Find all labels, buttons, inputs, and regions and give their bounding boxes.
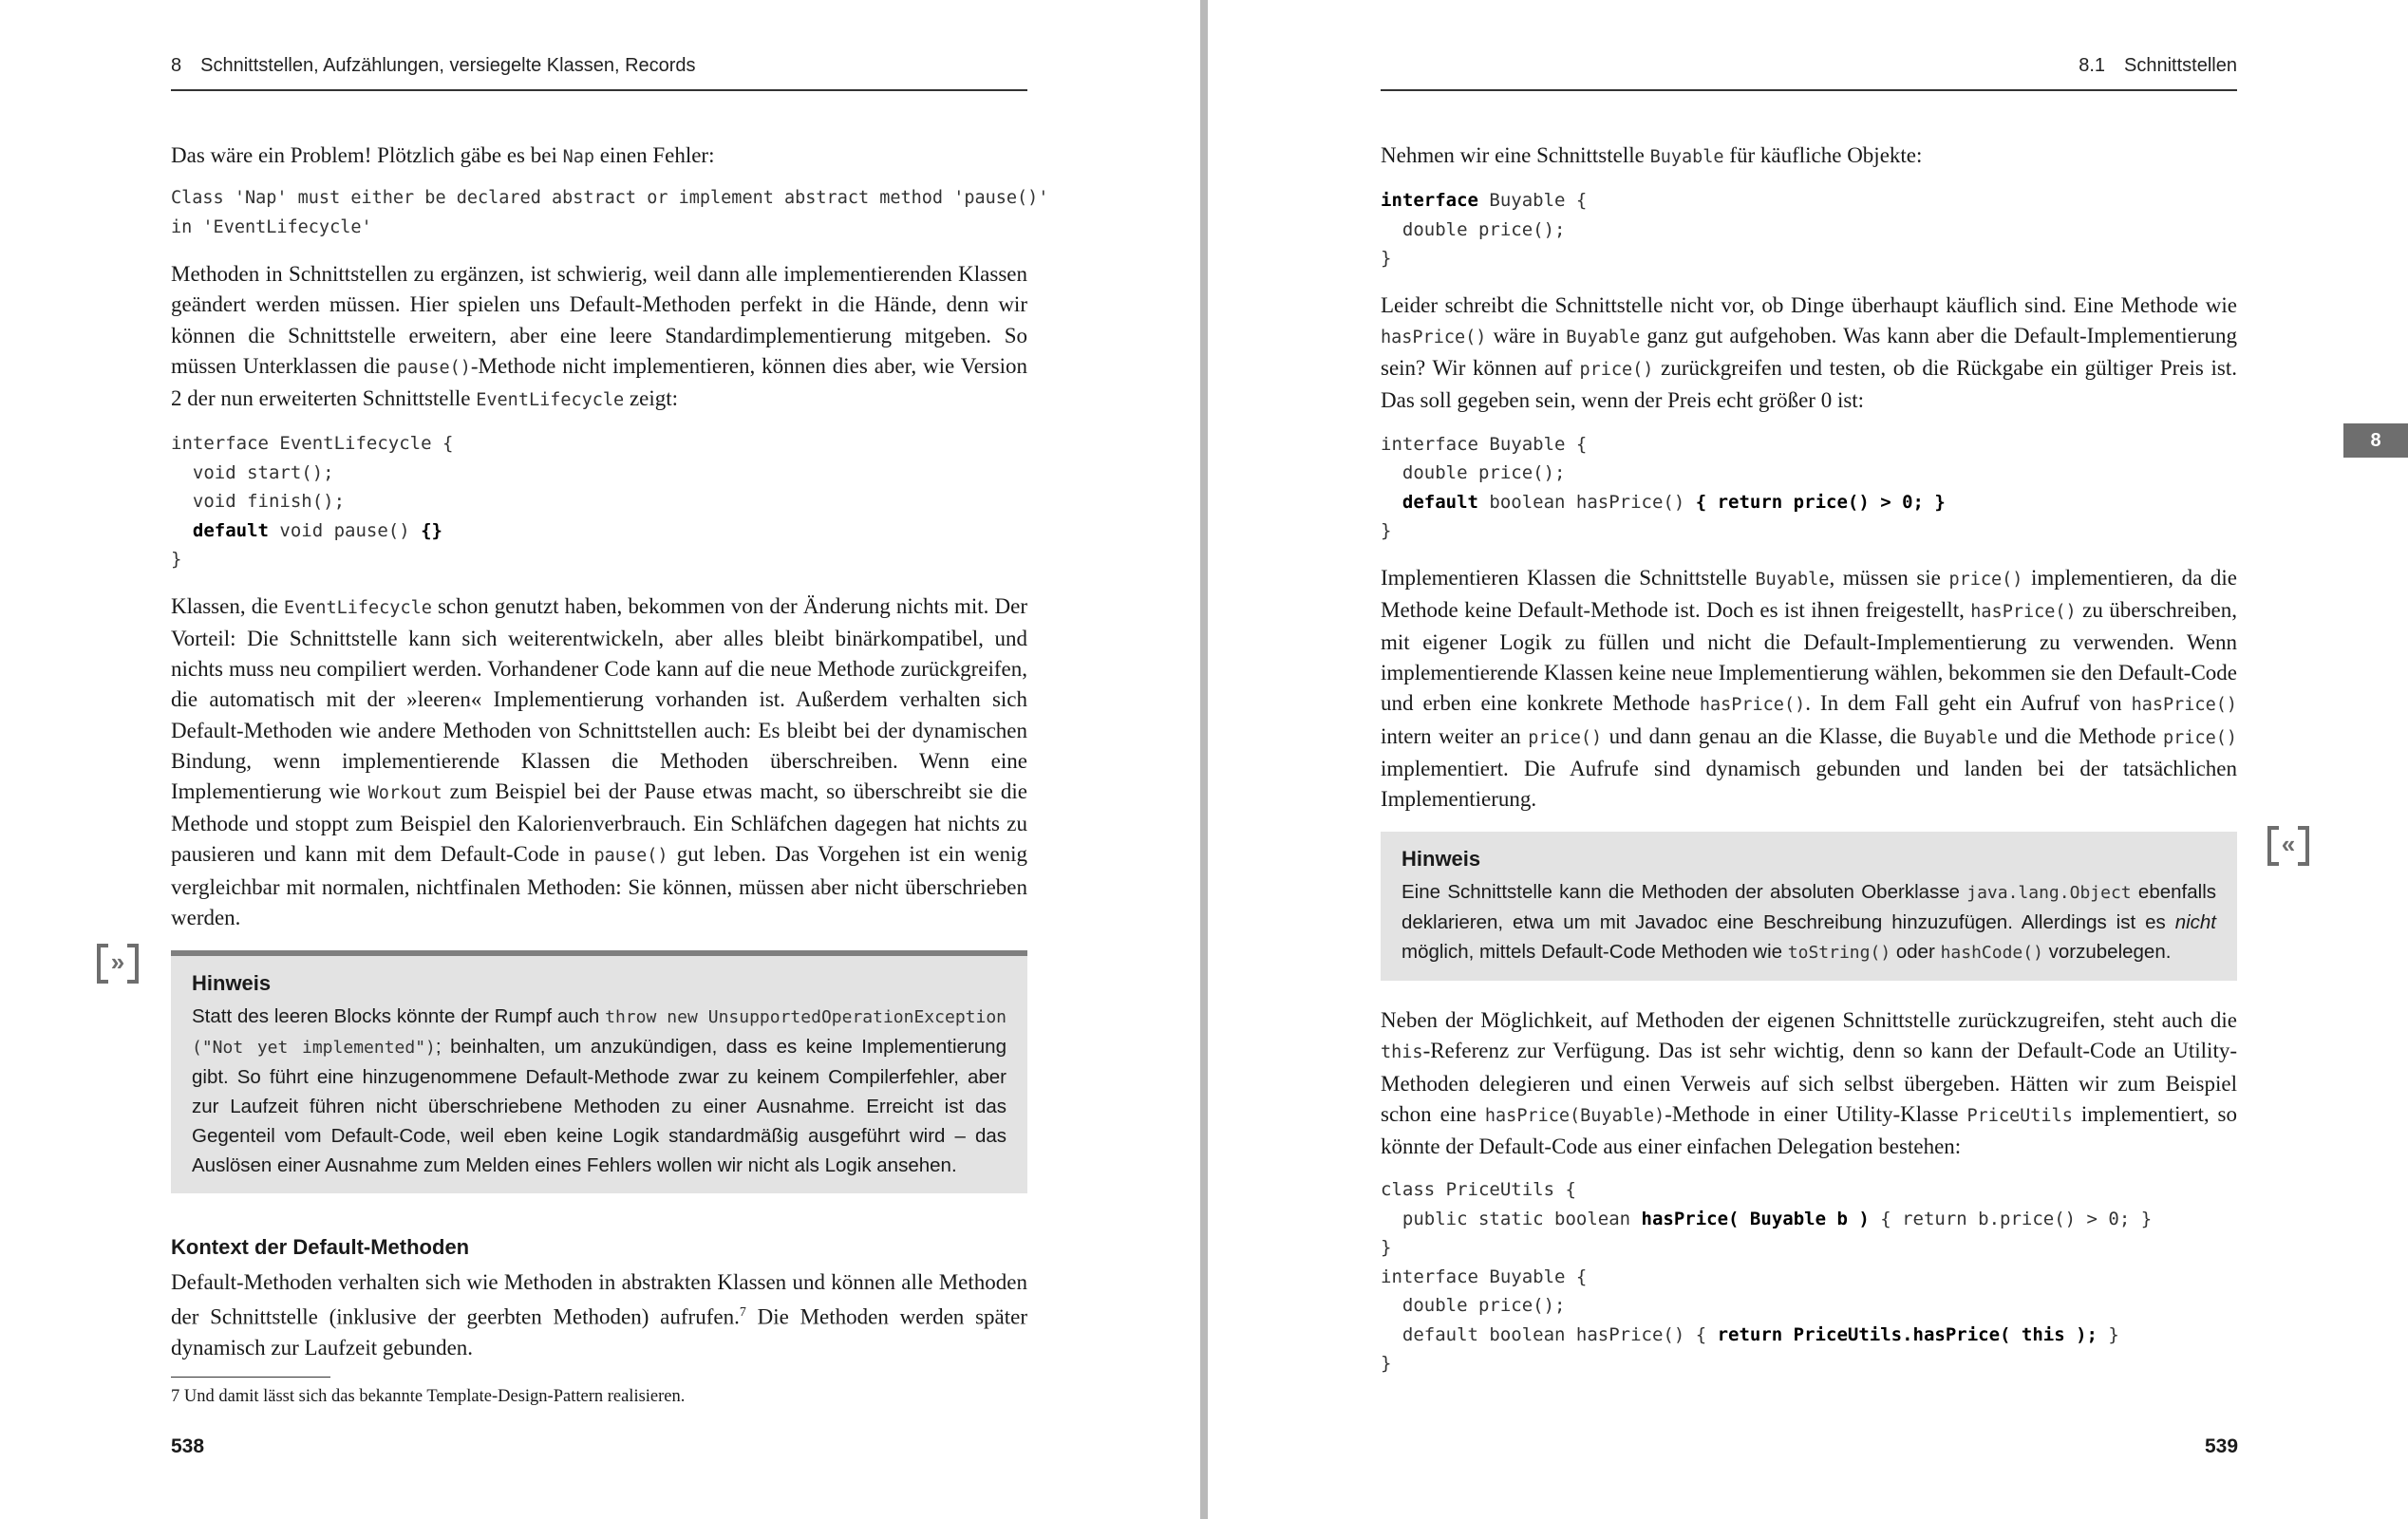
- note-forward-icon: »: [97, 944, 139, 980]
- note-text: Eine Schnittstelle kann die Methoden der absoluten Oberklasse java.lang.Object ebenfalls deklarieren, etwa um mit Javadoc eine Beschreibung hinzuzufügen. Allerdings ist es nicht möglich, mittels Default-Code Methoden wie toString() oder hashCode() vorzubelegen.: [1402, 881, 2216, 964]
- paragraph: Das wäre ein Problem! Plötzlich gäbe es bei Nap einen Fehler:: [171, 143, 715, 167]
- code-listing-buyable: interface Buyable { double price(); }: [1381, 190, 1588, 270]
- running-header-left: [171, 55, 1027, 91]
- paragraph: Default-Methoden verhalten sich wie Methoden in abstrakten Klassen und können alle Methoden der Schnittstelle (inklusive der geerbten Methoden) aufrufen.$^7$ Die Methoden werden später dynamisch zur Laufzeit gebunden.: [171, 1269, 1027, 1360]
- section-number: 8.1: [2079, 55, 2106, 76]
- note-title: Hinweis: [192, 970, 272, 995]
- footnote-rule: [171, 1377, 330, 1378]
- paragraph: Klassen, die EventLifecycle schon genutzt haben, bekommen von der Änderung nichts mit. Der Vorteil: Die Schnittstelle kann sich weiterentwickeln, aber alles bleibt binärkompatibel, und nichts muss neu compiliert werden. Vorhandener Code kann auf die neue Methode zurückgreifen, die automatisch mit der »leeren« Implementierung vorhanden ist. Außerdem verhalten sich Default-Methoden wie andere Methoden von Schnittstellen auch: Es bleibt bei der dynamischen Bindung, wenn implementierende Klassen die Methoden überschreiben. Wenn eine Implementierung wie Workout zum Beispiel bei der Pause etwas macht, so überschreibt sie die Methode und stoppt zum Beispiel den Kalorienverbrauch. Ein Schläfchen dagegen hat nichts zu pausieren und kann mit dem Default-Code in pause() gut leben. Das Vorgehen ist ein wenig vergleichbar mit normalen, nichtfinalen Methoden: Sie können, müssen aber nicht überschrieben werden.: [171, 593, 1027, 929]
- left-page: [0, 0, 1200, 1519]
- note-box: [171, 950, 1027, 1193]
- paragraph: Methoden in Schnittstellen zu ergänzen, ist schwierig, weil dann alle implementierenden Klassen geändert werden müssen. Hier spielen uns Default-Methoden perfekt in die Hände, denn wir können die Schnittstelle erweitern, aber eine leere Standardimplementierung mitgeben. So müssen Unterklassen die pause()-Methode nicht implementieren, können dies aber, wie Version 2 der nun erweiterten Schnittstelle EventLifecycle zeigt:: [171, 262, 1027, 411]
- error-message-block: [171, 184, 1049, 242]
- paragraph: Leider schreibt die Schnittstelle nicht vor, ob Dinge überhaupt käuflich sind. Eine Methode wie hasPrice() wäre in Buyable ganz gut aufgehoben. Was kann aber die Default-Implementierung sein? Wir können auf price() zurückgreifen und testen, ob die Rückgabe ein gültiger Preis ist. Das soll gegeben sein, wenn der Preis echt größer 0 ist:: [1381, 292, 2237, 413]
- chapter-title: Schnittstellen, Aufzählungen, versiegelte Klassen, Records: [200, 55, 696, 76]
- note-back-icon: «: [2267, 826, 2309, 862]
- section-subheading: Kontext der Default-Methoden: [171, 1234, 470, 1259]
- note-box: [1381, 832, 2237, 981]
- paragraph: Neben der Möglichkeit, auf Methoden der eigenen Schnittstelle zurückzugreifen, steht auch die this-Referenz zur Verfügung. Das ist sehr wichtig, denn so kann der Default-Code an Utility-Methoden delegieren und einen Verweis auf sich selbst übergeben. Hätten wir zum Beispiel schon eine hasPrice(Buyable)-Methode in einer Utility-Klasse PriceUtils implementiert, so könnte der Default-Code aus einer einfachen Delegation bestehen:: [1381, 1008, 2237, 1158]
- page-number: 538: [171, 1435, 205, 1457]
- error-line: Class 'Nap' must either be declared abstract or implement abstract method 'pause()': [171, 188, 1049, 209]
- footnote-marker: 7: [739, 1305, 746, 1321]
- right-page: [1208, 0, 2408, 1519]
- error-line: in 'EventLifecycle': [171, 216, 372, 237]
- section-title: Schnittstellen: [2124, 55, 2237, 76]
- code-listing-priceutils: class PriceUtils { public static boolean hasPrice( Buyable b ) { return b.price() > 0; } } interface Buyable { double price(); default boolean hasPrice() { return PriceUtils.hasPrice( this ); } }: [1381, 1179, 2153, 1375]
- note-text: Statt des leeren Blocks könnte der Rumpf auch throw new UnsupportedOperationException ("Not yet implemented"); beinhalten, um anzukündigen, dass es keine Implementierung gibt. So führt eine hinzugenommene Default-Methode zwar zu keinem Compilerfehler, aber zur Laufzeit führen nicht überschriebene Methoden zu einer Ausnahme. Erreicht ist das Gegenteil vom Default-Code, weil eben keine Logik standardmäßig ausgeführt wird – das Auslösen einer Ausnahme zum Melden eines Fehlers wollen wir nicht als Logik ansehen.: [192, 1004, 1007, 1176]
- running-header-right: [1381, 55, 2237, 91]
- chapter-number: 8: [171, 55, 182, 76]
- right-page-content: [1381, 141, 2237, 1396]
- paragraph: Nehmen wir eine Schnittstelle Buyable für käufliche Objekte:: [1381, 143, 1923, 167]
- left-page-content: [171, 141, 1049, 1407]
- paragraph: Implementieren Klassen die Schnittstelle Buyable, müssen sie price() implementieren, da die Methode keine Default-Methode ist. Doch es ist ihnen freigestellt, hasPrice() zu überschreiben, mit eigener Logik zu füllen und nicht die Default-Implementierung zu verwenden. Wenn implementierende Klassen keine neue Implementierung wählen, bekommen sie den Default-Code und erben eine konkrete Methode hasPrice(). In dem Fall geht ein Aufruf von hasPrice() intern weiter an price() und dann genau an die Klasse, die Buyable und die Methode price() implementiert. Die Aufrufe sind dynamisch gebunden und landen bei der tatsächlichen Implementierung.: [1381, 565, 2237, 811]
- page-gutter: [1200, 0, 1208, 1519]
- note-title: Hinweis: [1402, 847, 1481, 872]
- footnote: 7 Und damit lässt sich das bekannte Template-Design-Pattern realisieren.: [171, 1387, 686, 1407]
- chapter-thumb-tab: 8: [2343, 423, 2408, 458]
- code-listing-eventlifecycle: interface EventLifecycle { void start(); void finish(); default void pause() {} }: [171, 433, 454, 571]
- page-number: 539: [2205, 1435, 2239, 1457]
- code-listing-buyable-default: interface Buyable { double price(); default boolean hasPrice() { return price() > 0; } }: [1381, 433, 1946, 542]
